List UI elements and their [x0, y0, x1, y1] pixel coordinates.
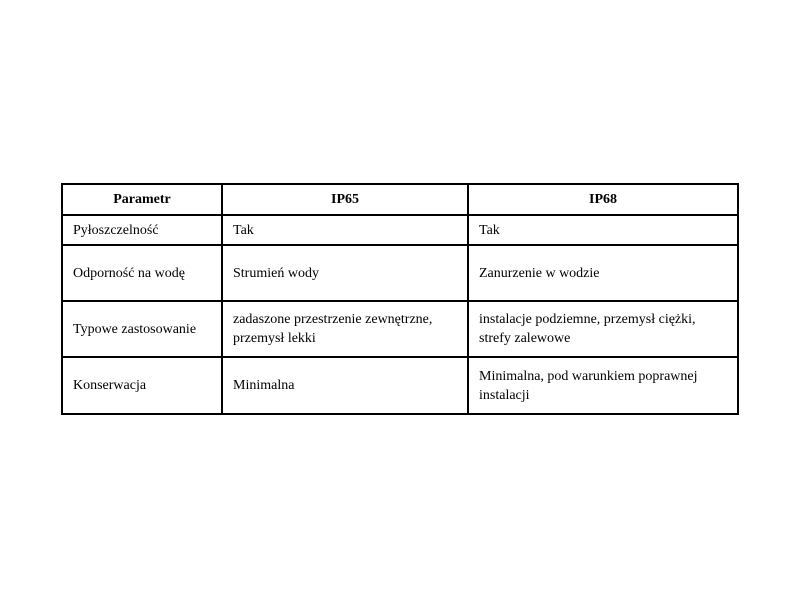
cell-ip65: Minimalna	[222, 357, 468, 414]
table-header-row	[62, 184, 738, 215]
cell-ip68: instalacje podziemne, przemysł ciężki, strefy zalewowe	[468, 301, 738, 357]
table-row	[62, 245, 738, 301]
header-ip68: IP68	[468, 184, 738, 215]
row-label: Typowe zastosowanie	[62, 301, 222, 357]
comparison-table	[61, 183, 739, 415]
cell-ip68: Zanurzenie w wodzie	[468, 245, 738, 301]
row-label: Konserwacja	[62, 357, 222, 414]
cell-ip65: zadaszone przestrzenie zewnętrzne, przemysł lekki	[222, 301, 468, 357]
header-ip65: IP65	[222, 184, 468, 215]
row-label: Pyłoszczelność	[62, 215, 222, 245]
table-row	[62, 357, 738, 414]
cell-ip68: Tak	[468, 215, 738, 245]
header-parametr: Parametr	[62, 184, 222, 215]
cell-ip65: Tak	[222, 215, 468, 245]
cell-ip65: Strumień wody	[222, 245, 468, 301]
table-row	[62, 301, 738, 357]
table-row	[62, 215, 738, 245]
row-label: Odporność na wodę	[62, 245, 222, 301]
cell-ip68: Minimalna, pod warunkiem poprawnej instalacji	[468, 357, 738, 414]
